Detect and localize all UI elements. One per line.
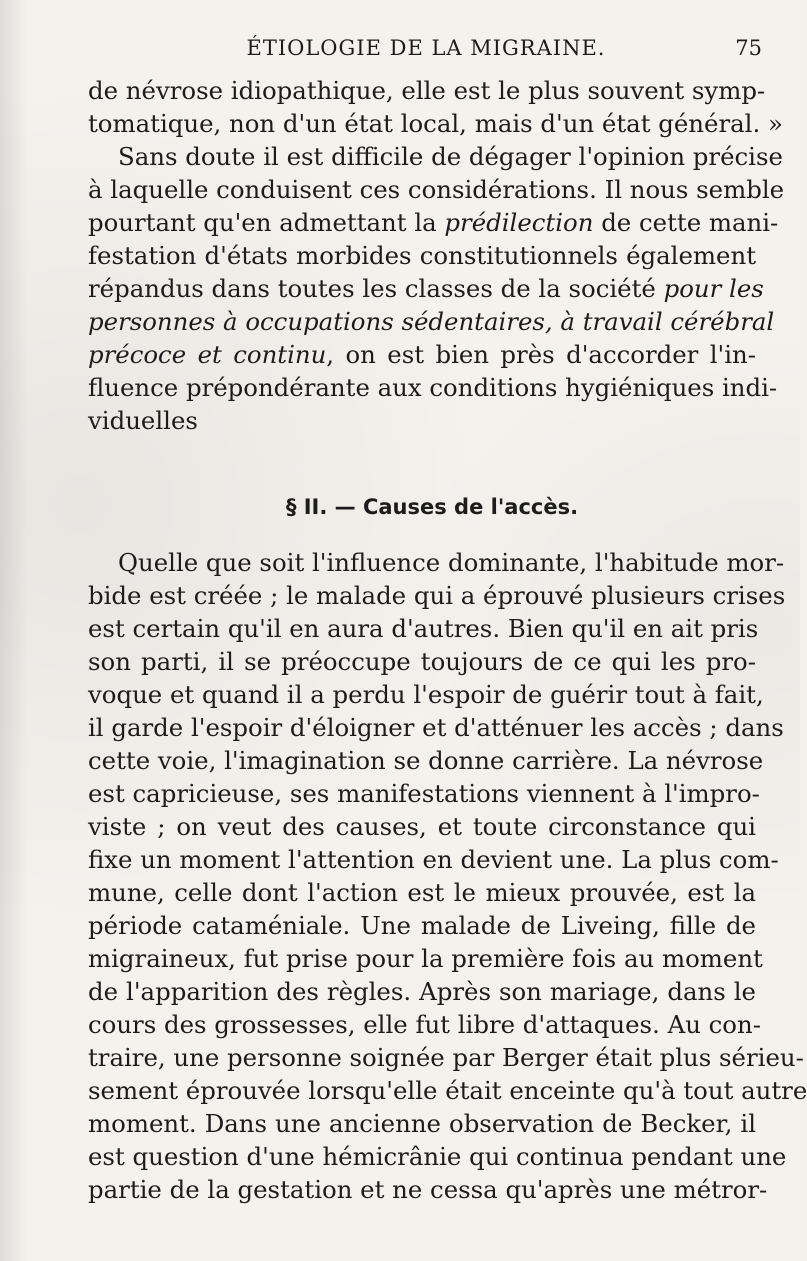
text-line xyxy=(88,206,779,239)
text-line: de l'apparition des règles. Après son mariage, dans le xyxy=(88,977,756,1006)
text-line: période cataméniale. Une malade de Liveing, fille de xyxy=(88,911,756,940)
text-run: de cette mani- xyxy=(593,208,779,237)
text-line xyxy=(88,404,756,437)
text-line: cours des grossesses, elle fut libre d'attaques. Au con- xyxy=(88,1010,761,1039)
text-line xyxy=(88,338,756,371)
text-line: de névrose idiopathique, elle est le plus souvent symp- xyxy=(88,76,766,105)
text-line: est certain qu'il en aura d'autres. Bien qu'il en ait pris xyxy=(88,614,759,643)
text-line: sement éprouvée lorsqu'elle était enceinte qu'à tout autre xyxy=(88,1076,807,1105)
paragraph-causes xyxy=(88,546,807,1206)
text-line: fixe un moment l'attention en devient une. La plus com- xyxy=(88,845,779,874)
page-header xyxy=(90,36,762,66)
text-line: son parti, il se préoccupe toujours de ce qui les pro- xyxy=(88,647,756,676)
text-line: il garde l'espoir d'éloigner et d'atténuer les accès ; dans xyxy=(88,713,784,742)
page-number: 75 xyxy=(735,36,762,60)
text-line: mune, celle dont l'action est le mieux prouvée, est la xyxy=(88,878,756,907)
text-line: cette voie, l'imagination se donne carrière. La névrose xyxy=(88,746,764,775)
text-run: à laquelle conduisent ces considérations. Il nous semble xyxy=(88,175,785,204)
body-text xyxy=(88,74,807,1206)
text-line: partie de la gestation et ne cessa qu'après une métror- xyxy=(88,1175,768,1204)
text-line: traire, une personne soignée par Berger était plus sérieu- xyxy=(88,1043,804,1072)
text-line: tomatique, non d'un état local, mais d'un état général. » xyxy=(88,109,783,138)
italic-run: précoce et continu xyxy=(88,340,327,369)
text-line xyxy=(88,140,783,173)
text-line: est capricieuse, ses manifestations viennent à l'impro- xyxy=(88,779,760,808)
paragraph-opinion xyxy=(88,140,785,437)
text-line: est question d'une hémicrânie qui continua pendant une xyxy=(88,1142,787,1171)
text-run: pourtant qu'en admettant la xyxy=(88,208,445,237)
paragraph-quote-end xyxy=(88,74,783,140)
italic-run: pour les xyxy=(663,274,764,303)
text-run: répandus dans toutes les classes de la société xyxy=(88,274,664,303)
text-run: fluence prépondérante aux conditions hygiéniques indi- xyxy=(88,373,778,402)
text-line: viste ; on veut des causes, et toute circonstance qui xyxy=(88,812,756,841)
text-run: viduelles xyxy=(88,406,198,435)
text-line: voque et quand il a perdu l'espoir de guérir tout à fait, xyxy=(88,680,764,709)
text-line xyxy=(88,371,778,404)
text-line xyxy=(88,272,764,305)
text-line: migraineux, fut prise pour la première fois au moment xyxy=(88,944,763,973)
italic-run: personnes à occupations sédentaires, à travail cérébral xyxy=(88,307,775,336)
section-heading: § II. — Causes de l'accès. xyxy=(285,495,579,519)
text-line: bide est créée ; le malade qui a éprouvé plusieurs crises xyxy=(88,581,786,610)
running-head: ÉTIOLOGIE DE LA MIGRAINE. xyxy=(246,36,606,60)
text-line xyxy=(88,305,775,338)
text-run: festation d'états morbides constitutionnels également xyxy=(88,241,756,270)
text-line xyxy=(88,173,785,206)
page-gutter-shadow xyxy=(0,0,28,1261)
text-line: Quelle que soit l'influence dominante, l'habitude mor- xyxy=(118,548,785,577)
text-run: , on est bien près d'accorder l'in- xyxy=(326,340,756,369)
italic-run: prédilection xyxy=(444,208,594,237)
text-run: Sans doute il est difficile de dégager l'opinion précise xyxy=(118,142,783,171)
text-line: moment. Dans une ancienne observation de Becker, il xyxy=(88,1109,756,1138)
text-line xyxy=(88,239,756,272)
